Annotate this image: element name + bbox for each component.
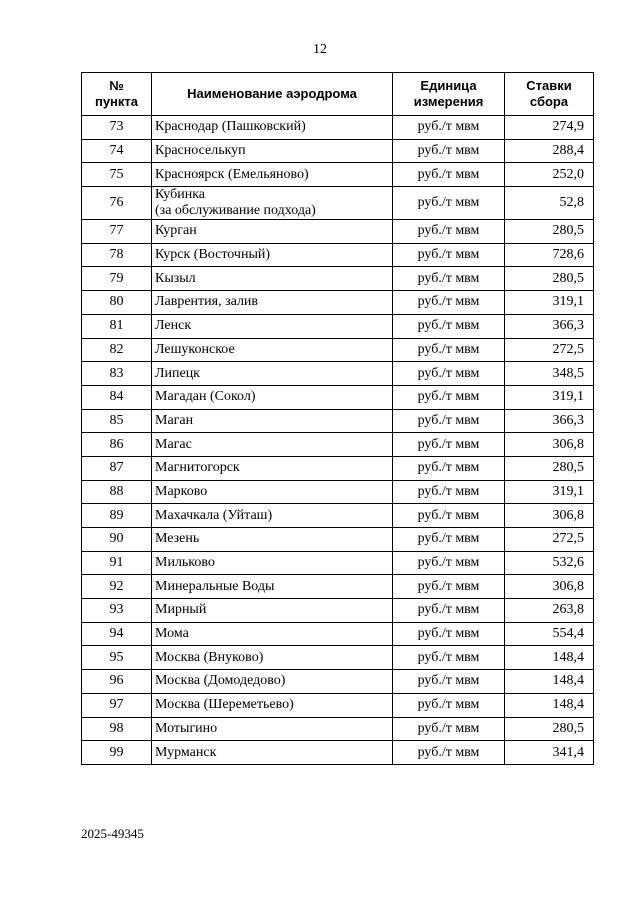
cell-num: 78 — [82, 243, 152, 267]
cell-num: 96 — [82, 670, 152, 694]
cell-num: 92 — [82, 575, 152, 599]
cell-name: Ленск — [152, 314, 393, 338]
cell-unit: руб./т мвм — [393, 362, 505, 386]
cell-name: Москва (Внуково) — [152, 646, 393, 670]
table-row — [82, 456, 594, 480]
cell-num: 73 — [82, 116, 152, 140]
cell-rate: 306,8 — [505, 575, 594, 599]
cell-name: Магас — [152, 433, 393, 457]
table-row — [82, 163, 594, 187]
cell-unit: руб./т мвм — [393, 291, 505, 315]
cell-unit: руб./т мвм — [393, 409, 505, 433]
cell-unit: руб./т мвм — [393, 741, 505, 765]
cell-rate: 319,1 — [505, 291, 594, 315]
cell-rate: 280,5 — [505, 267, 594, 291]
cell-rate: 272,5 — [505, 528, 594, 552]
cell-name: Краснодар (Пашковский) — [152, 116, 393, 140]
cell-num: 95 — [82, 646, 152, 670]
table-row — [82, 504, 594, 528]
cell-rate: 366,3 — [505, 314, 594, 338]
cell-name: Мильково — [152, 551, 393, 575]
cell-name: Кызыл — [152, 267, 393, 291]
cell-name: Курск (Восточный) — [152, 243, 393, 267]
tariff-table — [81, 72, 594, 765]
cell-unit: руб./т мвм — [393, 670, 505, 694]
cell-num: 76 — [82, 187, 152, 220]
table-row — [82, 187, 594, 220]
table-row — [82, 646, 594, 670]
table-row — [82, 291, 594, 315]
cell-unit: руб./т мвм — [393, 717, 505, 741]
cell-unit: руб./т мвм — [393, 314, 505, 338]
cell-name: Марково — [152, 480, 393, 504]
table-row — [82, 670, 594, 694]
cell-unit: руб./т мвм — [393, 433, 505, 457]
cell-unit: руб./т мвм — [393, 599, 505, 623]
cell-num: 88 — [82, 480, 152, 504]
cell-name: Кубинка (за обслуживание подхода) — [152, 187, 393, 220]
cell-unit: руб./т мвм — [393, 480, 505, 504]
cell-unit: руб./т мвм — [393, 528, 505, 552]
cell-num: 89 — [82, 504, 152, 528]
cell-rate: 366,3 — [505, 409, 594, 433]
cell-name: Курган — [152, 220, 393, 244]
cell-rate: 274,9 — [505, 116, 594, 140]
cell-name: Лаврентия, залив — [152, 291, 393, 315]
table-body — [82, 116, 594, 765]
page-number: 12 — [313, 42, 327, 57]
table-row — [82, 338, 594, 362]
cell-num: 83 — [82, 362, 152, 386]
table-row — [82, 139, 594, 163]
cell-name: Лешуконское — [152, 338, 393, 362]
cell-num: 91 — [82, 551, 152, 575]
cell-rate: 728,6 — [505, 243, 594, 267]
cell-unit: руб./т мвм — [393, 693, 505, 717]
cell-num: 75 — [82, 163, 152, 187]
cell-num: 82 — [82, 338, 152, 362]
cell-rate: 148,4 — [505, 670, 594, 694]
cell-unit: руб./т мвм — [393, 243, 505, 267]
cell-name: Мотыгино — [152, 717, 393, 741]
cell-name: Махачкала (Уйташ) — [152, 504, 393, 528]
cell-num: 90 — [82, 528, 152, 552]
cell-name: Мурманск — [152, 741, 393, 765]
cell-name: Магадан (Сокол) — [152, 385, 393, 409]
cell-unit: руб./т мвм — [393, 338, 505, 362]
header-name: Наименование аэродрома — [152, 73, 393, 116]
cell-rate: 306,8 — [505, 433, 594, 457]
table-row — [82, 314, 594, 338]
header-rate: Ставки сбора — [505, 73, 594, 116]
cell-name: Мирный — [152, 599, 393, 623]
cell-num: 74 — [82, 139, 152, 163]
cell-num: 81 — [82, 314, 152, 338]
table-row — [82, 741, 594, 765]
header-unit: Единица измерения — [393, 73, 505, 116]
cell-rate: 319,1 — [505, 385, 594, 409]
cell-rate: 272,5 — [505, 338, 594, 362]
cell-name: Магнитогорск — [152, 456, 393, 480]
table-row — [82, 599, 594, 623]
cell-rate: 263,8 — [505, 599, 594, 623]
table-row — [82, 220, 594, 244]
cell-num: 84 — [82, 385, 152, 409]
cell-name: Москва (Домодедово) — [152, 670, 393, 694]
header-num: № пункта — [82, 73, 152, 116]
cell-unit: руб./т мвм — [393, 551, 505, 575]
cell-name: Москва (Шереметьево) — [152, 693, 393, 717]
cell-rate: 148,4 — [505, 646, 594, 670]
cell-unit: руб./т мвм — [393, 163, 505, 187]
cell-name: Минеральные Воды — [152, 575, 393, 599]
cell-rate: 252,0 — [505, 163, 594, 187]
cell-num: 80 — [82, 291, 152, 315]
cell-num: 94 — [82, 622, 152, 646]
cell-unit: руб./т мвм — [393, 622, 505, 646]
cell-rate: 288,4 — [505, 139, 594, 163]
cell-num: 79 — [82, 267, 152, 291]
cell-rate: 319,1 — [505, 480, 594, 504]
table-row — [82, 409, 594, 433]
cell-name: Мома — [152, 622, 393, 646]
table-row — [82, 693, 594, 717]
cell-name: Маган — [152, 409, 393, 433]
cell-num: 97 — [82, 693, 152, 717]
cell-rate: 280,5 — [505, 456, 594, 480]
cell-num: 98 — [82, 717, 152, 741]
cell-unit: руб./т мвм — [393, 220, 505, 244]
table-row — [82, 575, 594, 599]
cell-unit: руб./т мвм — [393, 187, 505, 220]
cell-unit: руб./т мвм — [393, 139, 505, 163]
cell-num: 99 — [82, 741, 152, 765]
cell-num: 85 — [82, 409, 152, 433]
cell-num: 86 — [82, 433, 152, 457]
cell-rate: 52,8 — [505, 187, 594, 220]
cell-rate: 554,4 — [505, 622, 594, 646]
cell-rate: 280,5 — [505, 220, 594, 244]
cell-rate: 532,6 — [505, 551, 594, 575]
cell-rate: 341,4 — [505, 741, 594, 765]
cell-name: Красноярск (Емельяново) — [152, 163, 393, 187]
table-row — [82, 267, 594, 291]
cell-unit: руб./т мвм — [393, 385, 505, 409]
cell-rate: 148,4 — [505, 693, 594, 717]
table-row — [82, 243, 594, 267]
cell-name: Мезень — [152, 528, 393, 552]
table-row — [82, 433, 594, 457]
cell-unit: руб./т мвм — [393, 504, 505, 528]
cell-num: 93 — [82, 599, 152, 623]
cell-unit: руб./т мвм — [393, 116, 505, 140]
cell-num: 77 — [82, 220, 152, 244]
cell-name: Красноселькуп — [152, 139, 393, 163]
cell-unit: руб./т мвм — [393, 267, 505, 291]
table-header-row — [82, 73, 594, 116]
table-row — [82, 385, 594, 409]
cell-rate: 306,8 — [505, 504, 594, 528]
table-row — [82, 717, 594, 741]
cell-rate: 348,5 — [505, 362, 594, 386]
cell-unit: руб./т мвм — [393, 646, 505, 670]
table-row — [82, 116, 594, 140]
document-code: 2025-49345 — [81, 826, 144, 841]
table-row — [82, 528, 594, 552]
cell-unit: руб./т мвм — [393, 575, 505, 599]
cell-rate: 280,5 — [505, 717, 594, 741]
cell-num: 87 — [82, 456, 152, 480]
cell-name: Липецк — [152, 362, 393, 386]
cell-unit: руб./т мвм — [393, 456, 505, 480]
table-row — [82, 362, 594, 386]
table-row — [82, 480, 594, 504]
table-row — [82, 551, 594, 575]
table-row — [82, 622, 594, 646]
